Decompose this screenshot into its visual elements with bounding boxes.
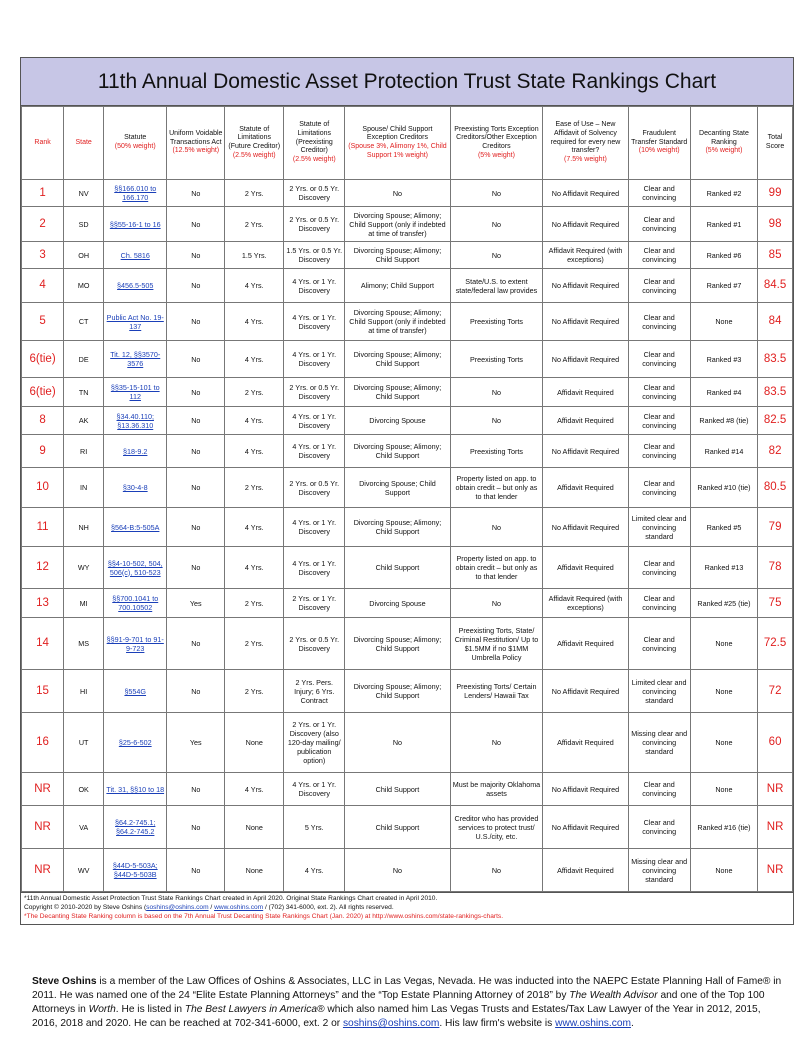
fraud-cell: Clear and convincing [628,378,690,407]
score-cell: 72 [758,670,793,713]
fraud-cell: Clear and convincing [628,589,690,618]
spouse-cell: Divorcing Spouse; Alimony; Child Support (only if indebted at time of transfer) [345,303,450,341]
rank-cell: 2 [22,207,64,242]
bio-publication-2: Worth [88,1004,116,1016]
spouse-cell: Divorcing Spouse; Alimony; Child Support [345,378,450,407]
header-fraud: Fraudulent Transfer Standard (10% weight) [628,107,690,180]
ease-cell: No Affidavit Required [543,773,628,806]
fraud-cell: Clear and convincing [628,242,690,269]
score-cell: 82 [758,435,793,468]
score-cell: 75 [758,589,793,618]
header-spouse: Spouse/ Child Support Exception Creditors (Spouse 3%, Alimony 1%, Child Support 1% weight) [345,107,450,180]
statute-link [104,435,167,468]
sol-preexisting-cell: 1.5 Yrs. or 0.5 Yr. Discovery [284,242,345,269]
spouse-cell: Divorcing Spouse; Alimony; Child Support [345,341,450,378]
state-cell: UT [64,713,104,773]
uvta-cell: No [167,341,225,378]
header-uvta: Uniform Voidable Transactions Act (12.5% weight) [167,107,225,180]
rank-cell: 1 [22,180,64,207]
table-row [22,468,793,508]
ease-cell: No Affidavit Required [543,303,628,341]
fraud-cell: Clear and convincing [628,407,690,435]
statute-link [104,303,167,341]
state-cell: TN [64,378,104,407]
table-row [22,207,793,242]
sol-preexisting-cell: 2 Yrs. or 0.5 Yr. Discovery [284,378,345,407]
decant-cell: None [690,773,757,806]
header-ease: Ease of Use – New Affidavit of Solvency required for every new transfer? (7.5% weight) [543,107,628,180]
sol-future-cell: None [225,713,284,773]
torts-cell: Preexisting Torts, State/ Criminal Restitution/ Up to $1.5MM if no $1MM Umbrella Policy [450,618,543,670]
statute-link [104,547,167,589]
statute-link [104,242,167,269]
sol-preexisting-cell: 4 Yrs. or 1 Yr. Discovery [284,303,345,341]
rank-cell: 8 [22,407,64,435]
spouse-cell: Divorcing Spouse; Alimony; Child Support (only if indebted at time of transfer) [345,207,450,242]
decant-cell: None [690,849,757,892]
table-row [22,341,793,378]
statute-link-text[interactable]: Tit. 31, §§10 to 18 [106,784,165,794]
torts-cell: Preexisting Torts [450,435,543,468]
torts-cell: Preexisting Torts/ Certain Lenders/ Hawaii Tax [450,670,543,713]
sol-future-cell: 2 Yrs. [225,180,284,207]
sol-preexisting-cell: 4 Yrs. or 1 Yr. Discovery [284,508,345,547]
uvta-cell: No [167,207,225,242]
score-cell: 85 [758,242,793,269]
decant-cell: None [690,670,757,713]
statute-link-text[interactable]: §64.2-745.1; §64.2-745.2 [115,818,156,836]
uvta-cell: No [167,378,225,407]
sol-preexisting-cell: 4 Yrs. or 1 Yr. Discovery [284,435,345,468]
statute-link-text[interactable]: §§4-10-502, 504, 506(c), 510-523 [107,558,163,577]
fraud-cell: Clear and convincing [628,180,690,207]
footnote-website-link[interactable]: www.oshins.com [214,903,264,911]
rank-cell: 16 [22,713,64,773]
fraud-cell: Clear and convincing [628,468,690,508]
footnote-line-2: Copyright © 2010-2020 by Steve Oshins (soshins@oshins.com / www.oshins.com / (702) 341-6000, ext. 2). All rights reserved. [24,903,394,911]
decant-cell: None [690,618,757,670]
state-cell: MI [64,589,104,618]
footnote-line-1: *11th Annual Domestic Asset Protection Trust State Rankings Chart created in April 2020. Original State Rankings Chart created in April 2010. [24,895,438,902]
statute-link [104,670,167,713]
spouse-cell: No [345,849,450,892]
state-cell: AK [64,407,104,435]
torts-cell: Must be majority Oklahoma assets [450,773,543,806]
fraud-cell: Clear and convincing [628,341,690,378]
statute-link-text[interactable]: §§55-16-1 to 16 [109,219,161,229]
state-cell: CT [64,303,104,341]
fraud-cell: Clear and convincing [628,773,690,806]
state-cell: DE [64,341,104,378]
decant-cell: Ranked #1 [690,207,757,242]
spouse-cell: Divorcing Spouse [345,407,450,435]
torts-cell: No [450,849,543,892]
sol-preexisting-cell: 2 Yrs. or 0.5 Yr. Discovery [284,180,345,207]
torts-cell: Preexisting Torts [450,341,543,378]
spouse-cell: No [345,180,450,207]
sol-preexisting-cell: 2 Yrs. Pers. Injury; 6 Yrs. Contract [284,670,345,713]
statute-link [104,180,167,207]
table-row [22,435,793,468]
sol-future-cell: None [225,849,284,892]
decant-cell: Ranked #6 [690,242,757,269]
state-cell: IN [64,468,104,508]
score-cell: NR [758,849,793,892]
state-cell: OH [64,242,104,269]
header-statute: Statute (50% weight) [104,107,167,180]
fraud-cell: Clear and convincing [628,207,690,242]
spouse-cell: No [345,713,450,773]
state-cell: NV [64,180,104,207]
rank-cell: 12 [22,547,64,589]
ease-cell: Affidavit Required [543,378,628,407]
statute-link-text[interactable]: §§166.010 to 166.170 [114,184,157,202]
rank-cell: 15 [22,670,64,713]
statute-link-text[interactable]: §554G [124,686,147,696]
sol-future-cell: 4 Yrs. [225,435,284,468]
sol-future-cell: 2 Yrs. [225,207,284,242]
header-score: Total Score [758,107,793,180]
torts-cell: No [450,207,543,242]
spouse-cell: Child Support [345,806,450,849]
score-cell: 82.5 [758,407,793,435]
rank-cell: 13 [22,589,64,618]
score-cell: NR [758,806,793,849]
torts-cell: No [450,180,543,207]
decant-cell: Ranked #25 (tie) [690,589,757,618]
footnotes [21,892,793,924]
spouse-cell: Divorcing Spouse; Child Support [345,468,450,508]
statute-link [104,378,167,407]
fraud-cell: Missing clear and convincing standard [628,849,690,892]
table-row [22,407,793,435]
bio-publication-3: The Best Lawyers in America® [184,1004,325,1016]
sol-preexisting-cell: 2 Yrs. or 0.5 Yr. Discovery [284,618,345,670]
rankings-table [21,106,793,892]
header-decant: Decanting State Ranking (5% weight) [690,107,757,180]
bio-publication-1: The Wealth Advisor [569,990,658,1002]
sol-preexisting-cell: 4 Yrs. or 1 Yr. Discovery [284,341,345,378]
rank-cell: 10 [22,468,64,508]
bio-website-link[interactable]: www.oshins.com [555,1018,631,1030]
uvta-cell: No [167,468,225,508]
state-cell: VA [64,806,104,849]
rank-cell: 4 [22,269,64,303]
statute-link-text[interactable]: §564-B:5-505A [111,522,160,532]
sol-future-cell: None [225,806,284,849]
statute-link [104,207,167,242]
sol-future-cell: 2 Yrs. [225,618,284,670]
statute-link-text[interactable]: Ch. 5816 [120,250,150,260]
author-bio: Steve Oshins is a member of the Law Offices of Oshins & Associates, LLC in Las Vegas, Nevada. He was inducted into the NAEPC Estate Planning Hall of Fame® in 2011. He was named one of the 24 “Elite Estate Planning Attorneys” and the “Top Estate Planning Attorney of 2018” by The Wealth Advisor and one of the Top 100 Attorneys in Worth. He is listed in The Best Lawyers in America® which also named him Las Vegas Trusts and Estates/Tax Law Lawyer of the Year in 2012, 2015, 2016, 2018 and 2020. He can be reached at 702-341-6000, ext. 2 or soshins@oshins.com. His law firm's website is www.oshins.com. [32,976,782,1030]
sol-future-cell: 1.5 Yrs. [225,242,284,269]
score-cell: 84 [758,303,793,341]
sol-future-cell: 4 Yrs. [225,341,284,378]
uvta-cell: No [167,180,225,207]
sol-future-cell: 2 Yrs. [225,378,284,407]
sol-preexisting-cell: 5 Yrs. [284,806,345,849]
statute-link-text[interactable]: §456.5-505 [117,281,154,290]
uvta-cell: Yes [167,713,225,773]
rank-cell: 11 [22,508,64,547]
table-row [22,618,793,670]
fraud-cell: Clear and convincing [628,269,690,303]
statute-link-text[interactable]: Tit. 12, §§3570-3576 [110,350,161,368]
spouse-cell: Divorcing Spouse; Alimony; Child Support [345,435,450,468]
torts-cell: No [450,407,543,435]
score-cell: NR [758,773,793,806]
statute-link-text[interactable]: §25-6-502 [118,738,152,747]
uvta-cell: No [167,773,225,806]
fraud-cell: Missing clear and convincing standard [628,713,690,773]
statute-link [104,849,167,892]
table-row [22,378,793,407]
state-cell: WY [64,547,104,589]
torts-cell: No [450,713,543,773]
torts-cell: State/U.S. to extent state/federal law provides [450,269,543,303]
decant-cell: Ranked #4 [690,378,757,407]
decant-cell: Ranked #3 [690,341,757,378]
table-row [22,242,793,269]
uvta-cell: No [167,508,225,547]
uvta-cell: No [167,618,225,670]
ease-cell: No Affidavit Required [543,180,628,207]
uvta-cell: No [167,547,225,589]
decant-cell: Ranked #16 (tie) [690,806,757,849]
statute-link-text[interactable]: §30-4-8 [122,483,148,492]
state-cell: OK [64,773,104,806]
fraud-cell: Limited clear and convincing standard [628,670,690,713]
state-cell: WV [64,849,104,892]
uvta-cell: No [167,242,225,269]
torts-cell: Preexisting Torts [450,303,543,341]
spouse-cell: Alimony; Child Support [345,269,450,303]
sol-preexisting-cell: 2 Yrs. or 1 Yr. Discovery [284,589,345,618]
torts-cell: Creditor who has provided services to protect trust/ U.S./city, etc. [450,806,543,849]
footnote-email-link[interactable]: soshins@oshins.com [146,903,209,911]
rank-cell: 6(tie) [22,378,64,407]
sol-preexisting-cell: 2 Yrs. or 1 Yr. Discovery (also 120-day mailing/ publication option) [284,713,345,773]
statute-link-text[interactable]: §18-9.2 [123,446,148,456]
rank-cell: NR [22,773,64,806]
ease-cell: Affidavit Required [543,468,628,508]
table-row [22,589,793,618]
header-rank: Rank [22,107,64,180]
sol-future-cell: 2 Yrs. [225,468,284,508]
score-cell: 84.5 [758,269,793,303]
score-cell: 78 [758,547,793,589]
ease-cell: Affidavit Required [543,849,628,892]
statute-link [104,713,167,773]
table-row [22,806,793,849]
fraud-cell: Clear and convincing [628,618,690,670]
spouse-cell: Child Support [345,547,450,589]
sol-preexisting-cell: 4 Yrs. [284,849,345,892]
header-sol-future: Statute of Limitations (Future Creditor) (2.5% weight) [225,107,284,180]
score-cell: 80.5 [758,468,793,508]
spouse-cell: Divorcing Spouse [345,589,450,618]
fraud-cell: Clear and convincing [628,806,690,849]
fraud-cell: Limited clear and convincing standard [628,508,690,547]
state-cell: MO [64,269,104,303]
score-cell: 98 [758,207,793,242]
torts-cell: No [450,242,543,269]
bio-email-link[interactable]: soshins@oshins.com [342,1018,440,1030]
torts-cell: No [450,378,543,407]
fraud-cell: Clear and convincing [628,547,690,589]
statute-link-text[interactable]: Public Act No. 19-137 [106,312,164,331]
uvta-cell: No [167,849,225,892]
rank-cell: 6(tie) [22,341,64,378]
statute-link [104,508,167,547]
uvta-cell: No [167,407,225,435]
ease-cell: Affidavit Required (with exceptions) [543,242,628,269]
statute-link [104,589,167,618]
spouse-cell: Divorcing Spouse; Alimony; Child Support [345,670,450,713]
statute-link-text[interactable]: §44D-5-503A; §44D-5-503B [112,861,158,879]
ease-cell: No Affidavit Required [543,806,628,849]
statute-link [104,269,167,303]
rank-cell: NR [22,849,64,892]
statute-link-text[interactable]: §§35-15-101 to 112 [110,383,160,401]
ease-cell: Affidavit Required [543,407,628,435]
header-state: State [64,107,104,180]
sol-future-cell: 2 Yrs. [225,670,284,713]
rank-cell: NR [22,806,64,849]
ease-cell: No Affidavit Required [543,341,628,378]
sol-preexisting-cell: 4 Yrs. or 1 Yr. Discovery [284,269,345,303]
decant-cell: Ranked #8 (tie) [690,407,757,435]
ease-cell: No Affidavit Required [543,269,628,303]
spouse-cell: Divorcing Spouse; Alimony; Child Support [345,508,450,547]
ease-cell: No Affidavit Required [543,670,628,713]
table-row [22,547,793,589]
rank-cell: 3 [22,242,64,269]
uvta-cell: No [167,303,225,341]
score-cell: 83.5 [758,378,793,407]
decant-cell: Ranked #10 (tie) [690,468,757,508]
score-cell: 83.5 [758,341,793,378]
uvta-cell: No [167,269,225,303]
statute-link [104,341,167,378]
ease-cell: Affidavit Required [543,713,628,773]
ease-cell: Affidavit Required [543,618,628,670]
rank-cell: 14 [22,618,64,670]
uvta-cell: No [167,806,225,849]
ease-cell: No Affidavit Required [543,207,628,242]
decant-cell: Ranked #13 [690,547,757,589]
statute-link [104,773,167,806]
sol-future-cell: 4 Yrs. [225,773,284,806]
score-cell: 99 [758,180,793,207]
table-row [22,303,793,341]
sol-preexisting-cell: 2 Yrs. or 0.5 Yr. Discovery [284,207,345,242]
table-row [22,849,793,892]
sol-future-cell: 2 Yrs. [225,589,284,618]
torts-cell: Property listed on app. to obtain credit – but only as to that lender [450,468,543,508]
decant-cell: Ranked #5 [690,508,757,547]
score-cell: 79 [758,508,793,547]
table-row [22,670,793,713]
sol-future-cell: 4 Yrs. [225,547,284,589]
fraud-cell: Clear and convincing [628,303,690,341]
decant-cell: None [690,713,757,773]
rank-cell: 9 [22,435,64,468]
ease-cell: No Affidavit Required [543,435,628,468]
spouse-cell: Child Support [345,773,450,806]
sol-preexisting-cell: 4 Yrs. or 1 Yr. Discovery [284,407,345,435]
footnote-line-3: *The Decanting State Ranking column is based on the 7th Annual Trust Decanting State Rankings Chart (Jan. 2020) at http://www.oshins.com/state-rankings-charts. [24,912,504,920]
statute-link-text[interactable]: §§91-9-701 to 91-9-723 [106,634,164,653]
decant-cell: None [690,303,757,341]
statute-link [104,618,167,670]
table-row [22,269,793,303]
table-row [22,508,793,547]
ease-cell: Affidavit Required [543,547,628,589]
statute-link-text[interactable]: §§700.1041 to 700.10502 [112,594,159,612]
chart-title: 11th Annual Domestic Asset Protection Trust State Rankings Chart [21,58,793,106]
decant-cell: Ranked #2 [690,180,757,207]
table-row [22,773,793,806]
sol-preexisting-cell: 4 Yrs. or 1 Yr. Discovery [284,773,345,806]
ease-cell: Affidavit Required (with exceptions) [543,589,628,618]
statute-link [104,407,167,435]
ease-cell: No Affidavit Required [543,508,628,547]
header-sol-preexisting: Statute of Limitations (Preexisting Creditor) (2.5% weight) [284,107,345,180]
uvta-cell: Yes [167,589,225,618]
statute-link [104,468,167,508]
fraud-cell: Clear and convincing [628,435,690,468]
rankings-chart [20,57,794,925]
decant-cell: Ranked #7 [690,269,757,303]
torts-cell: No [450,508,543,547]
uvta-cell: No [167,670,225,713]
table-row [22,713,793,773]
uvta-cell: No [167,435,225,468]
torts-cell: Property listed on app. to obtain credit – but only as to that lender [450,547,543,589]
state-cell: HI [64,670,104,713]
sol-future-cell: 4 Yrs. [225,407,284,435]
state-cell: RI [64,435,104,468]
state-cell: SD [64,207,104,242]
statute-link-text[interactable]: §34.40.110; §13.36.310 [116,411,154,430]
score-cell: 60 [758,713,793,773]
header-torts: Preexisting Torts Exception Creditors/Other Exception Creditors (5% weight) [450,107,543,180]
table-row [22,180,793,207]
score-cell: 72.5 [758,618,793,670]
header-row [22,107,793,180]
sol-preexisting-cell: 2 Yrs. or 0.5 Yr. Discovery [284,468,345,508]
sol-preexisting-cell: 4 Yrs. or 1 Yr. Discovery [284,547,345,589]
bio-name: Steve Oshins [32,976,97,987]
sol-future-cell: 4 Yrs. [225,508,284,547]
torts-cell: No [450,589,543,618]
state-cell: MS [64,618,104,670]
decant-cell: Ranked #14 [690,435,757,468]
statute-link [104,806,167,849]
sol-future-cell: 4 Yrs. [225,269,284,303]
state-cell: NH [64,508,104,547]
spouse-cell: Divorcing Spouse; Alimony; Child Support [345,618,450,670]
rank-cell: 5 [22,303,64,341]
spouse-cell: Divorcing Spouse; Alimony; Child Support [345,242,450,269]
sol-future-cell: 4 Yrs. [225,303,284,341]
